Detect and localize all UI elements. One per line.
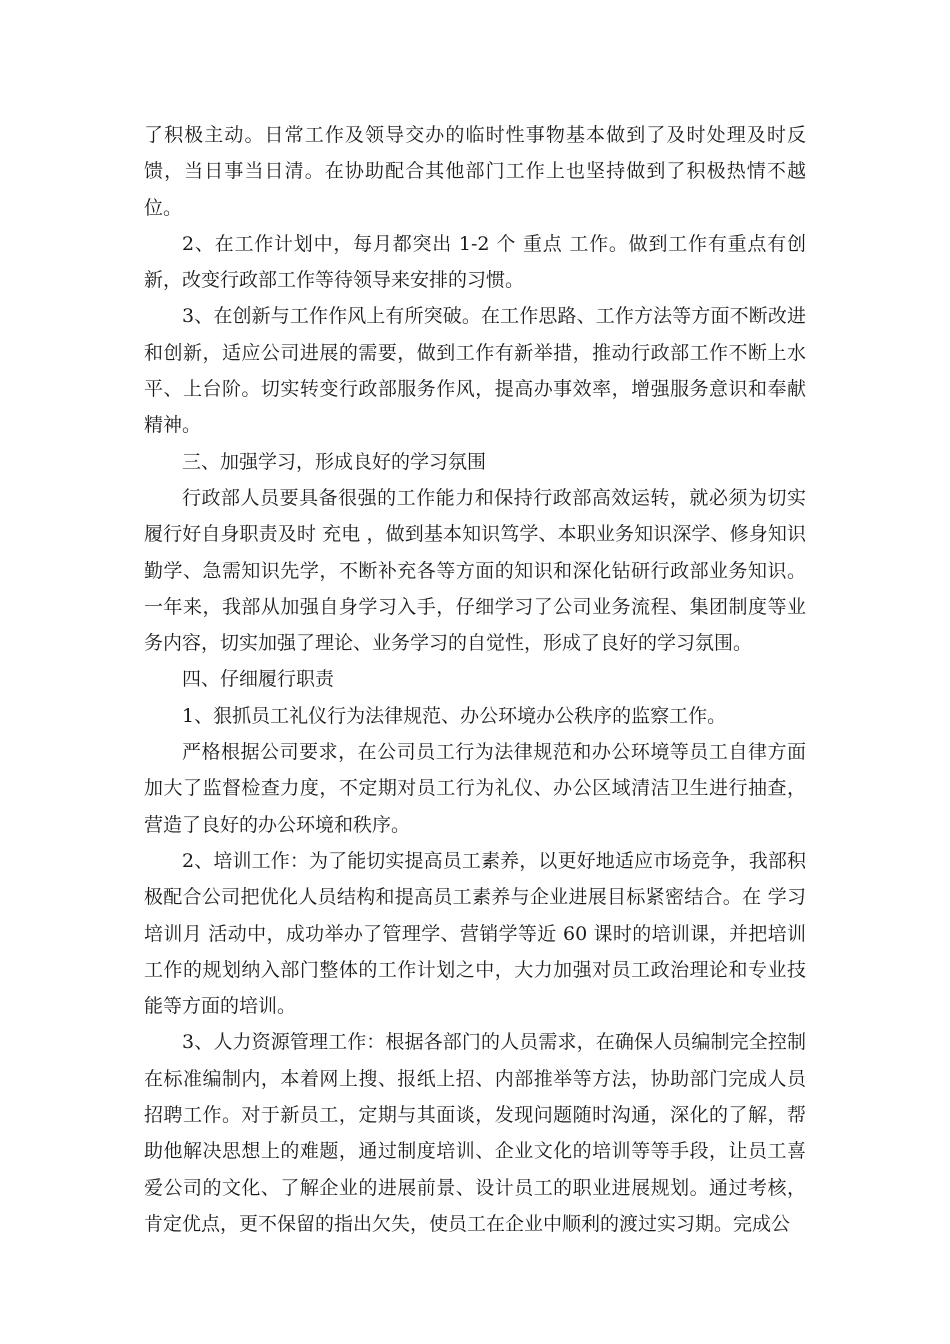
paragraph-supervision: 严格根据公司要求，在公司员工行为法律规范和办公环境等员工自律方面加大了监督检查力度，不定期对员工行为礼仪、办公区域清洁卫生进行抽查，营造了良好的办公环境和秩序。	[144, 741, 806, 836]
paragraph-item-3: 3、在创新与工作作风上有所突破。在工作思路、工作方法等方面不断改进和创新，适应公司进展的需要，做到工作有新举措，推动行政部工作不断上水平、上台阶。切实转变行政部服务作风，提高办事效率，增强服务意识和奉献精神。	[144, 305, 806, 437]
paragraph-continuation: 了积极主动。日常工作及领导交办的临时性事物基本做到了及时处理及时反馈，当日事当日清。在协助配合其他部门工作上也坚持做到了积极热情不越位。	[144, 124, 806, 219]
paragraph-item-2: 2、在工作计划中，每月都突出 1-2 个 重点 工作。做到工作有重点有创新，改变行政部工作等待领导来安排的习惯。	[144, 232, 806, 292]
paragraph-item-1: 1、狠抓员工礼仪行为法律规范、办公环境办公秩序的监察工作。	[182, 704, 727, 727]
paragraph-training: 2、培训工作：为了能切实提高员工素养，以更好地适应市场竞争，我部积极配合公司把优化人员结构和提高员工素养与企业进展目标紧密结合。在 学习培训月 活动中，成功举办了管理学、营销学等近 60 课时的培训课，并把培训工作的规划纳入部门整体的工作计划之中，大力加强对员工政治理论和专业技能等方面的培训。	[144, 849, 806, 1018]
section-heading-3: 三、加强学习，形成良好的学习氛围	[182, 450, 487, 473]
document-page	[144, 117, 806, 1242]
paragraph-learning: 行政部人员要具备很强的工作能力和保持行政部高效运转，就必须为切实履行好自身职责及时 充电 ，做到基本知识笃学、本职业务知识深学、修身知识勤学、急需知识先学，不断补充各等方面的知识和深化钻研行政部业务知识。一年来，我部从加强自身学习入手，仔细学习了公司业务流程、集团制度等业务内容，切实加强了理论、业务学习的自觉性，形成了良好的学习氛围。	[144, 486, 806, 655]
section-heading-4: 四、仔细履行职责	[182, 668, 335, 691]
paragraph-hr: 3、人力资源管理工作：根据各部门的人员需求，在确保人员编制完全控制在标准编制内，本着网上搜、报纸上招、内部推举等方法，协助部门完成人员招聘工作。对于新员工，定期与其面谈，发现问题随时沟通，深化的了解，帮助他解决思想上的难题，通过制度培训、企业文化的培训等等手段，让员工喜爱公司的文化、了解企业的进展前景、设计员工的职业进展规划。通过考核，肯定优点，更不保留的指出欠失，使员工在企业中顺利的渡过实习期。完成公	[144, 1031, 806, 1235]
